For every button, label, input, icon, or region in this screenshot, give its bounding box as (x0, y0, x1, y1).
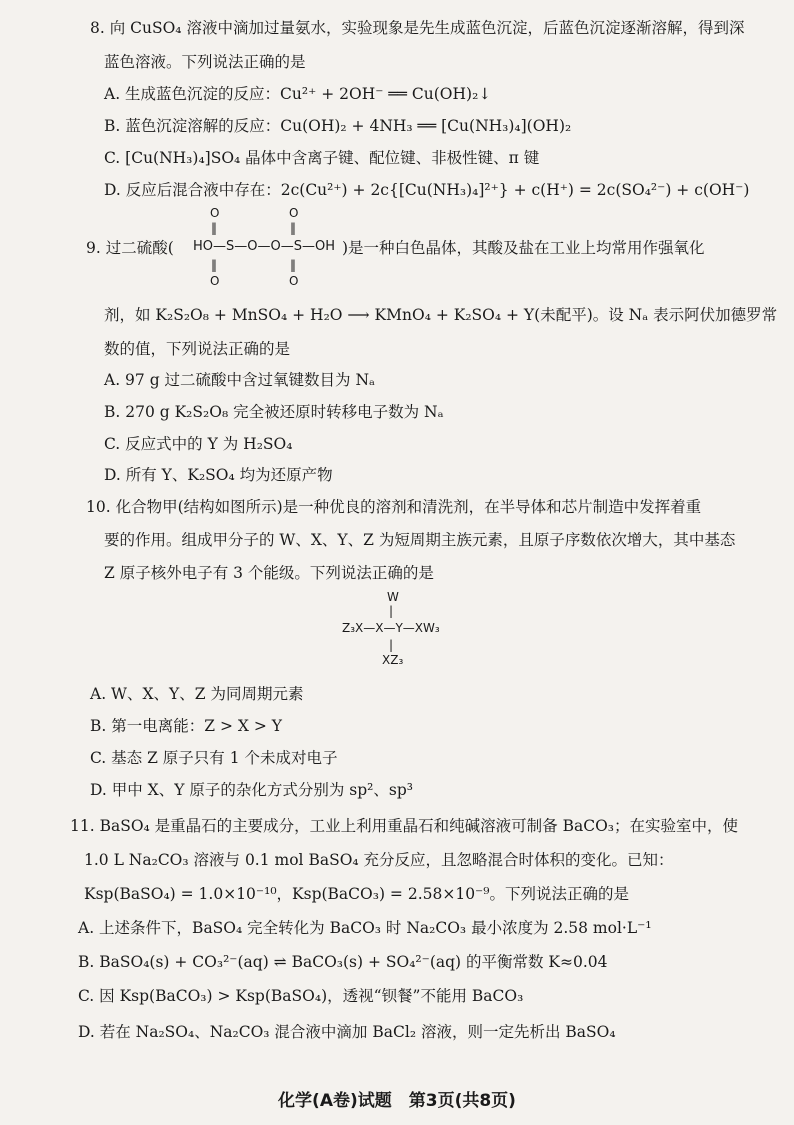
struct-o-top-left: O (210, 206, 220, 220)
q10-option-a: A. W、X、Y、Z 为同周期元素 (90, 685, 304, 703)
q11-option-d: D. 若在 Na₂SO₄、Na₂CO₃ 混合液中滴加 BaCl₂ 溶液，则一定先析出 BaSO₄ (78, 1023, 616, 1041)
struct-double-bond-bottom-left: ‖ (211, 258, 217, 272)
q9-stem-line2: 剂，如 K₂S₂O₈ + MnSO₄ + H₂O ⟶ KMnO₄ + K₂SO₄ + Y(未配平)。设 Nₐ 表示阿伏加德罗常 (104, 306, 778, 324)
q9-stem-suffix: )是一种白色晶体，其酸及盐在工业上均常用作强氧化 (342, 239, 705, 257)
q8-stem-line2: 蓝色溶液。下列说法正确的是 (104, 53, 306, 71)
q10-option-b: B. 第一电离能：Z > X > Y (90, 717, 282, 735)
struct-w-top: W (387, 590, 399, 604)
struct-xz3-bottom: XZ₃ (382, 653, 404, 667)
q8-option-c: C. [Cu(NH₃)₄]SO₄ 晶体中含离子键、配位键、非极性键、π 键 (104, 149, 540, 167)
q11-option-c: C. 因 Ksp(BaCO₃) > Ksp(BaSO₄)，透视“钡餐”不能用 BaCO₃ (78, 987, 524, 1005)
q11-stem-line1: 11. BaSO₄ 是重晶石的主要成分，工业上利用重晶石和纯碱溶液可制备 BaCO₃；在实验室中，使 (70, 817, 739, 835)
q8-option-a: A. 生成蓝色沉淀的反应：Cu²⁺ + 2OH⁻ ══ Cu(OH)₂↓ (104, 85, 492, 103)
q9-option-c: C. 反应式中的 Y 为 H₂SO₄ (104, 435, 293, 453)
struct-bond-down: | (389, 638, 394, 652)
q11-stem-line2: 1.0 L Na₂CO₃ 溶液与 0.1 mol BaSO₄ 充分反应，且忽略混合时体积的变化。已知： (84, 851, 674, 869)
struct-bond-up: | (389, 604, 394, 618)
struct-double-bond-top-left: ‖ (211, 221, 217, 235)
struct-double-bond-bottom-right: ‖ (290, 258, 296, 272)
struct-main-chain: HO—S—O—O—S—OH (193, 239, 335, 254)
q10-stem-line3: Z 原子核外电子有 3 个能级。下列说法正确的是 (104, 564, 434, 582)
struct-o-bottom-right: O (289, 274, 299, 288)
q8-option-d: D. 反应后混合液中存在：2c(Cu²⁺) + 2c{[Cu(NH₃)₄]²⁺} + c(H⁺) = 2c(SO₄²⁻) + c(OH⁻) (104, 181, 750, 199)
struct-o-top-right: O (289, 206, 299, 220)
peroxydisulfuric-acid-structure (193, 206, 333, 292)
q11-option-a: A. 上述条件下，BaSO₄ 完全转化为 BaCO₃ 时 Na₂CO₃ 最小浓度为 2.58 mol·L⁻¹ (78, 919, 652, 937)
q10-stem-line1: 10. 化合物甲(结构如图所示)是一种优良的溶剂和清洗剂，在半导体和芯片制造中发挥着重 (86, 498, 702, 516)
q9-stem-line3: 数的值，下列说法正确的是 (104, 340, 291, 358)
q8-option-b: B. 蓝色沉淀溶解的反应：Cu(OH)₂ + 4NH₃ ══ [Cu(NH₃)₄](OH)₂ (104, 117, 572, 135)
struct-main-chain-10: Z₃X—X—Y—XW₃ (342, 621, 440, 635)
q10-option-d: D. 甲中 X、Y 原子的杂化方式分别为 sp²、sp³ (90, 781, 413, 799)
struct-double-bond-top-right: ‖ (290, 221, 296, 235)
q11-option-b: B. BaSO₄(s) + CO₃²⁻(aq) ⇌ BaCO₃(s) + SO₄²⁻(aq) 的平衡常数 K≈0.04 (78, 953, 608, 971)
q9-option-b: B. 270 g K₂S₂O₈ 完全被还原时转移电子数为 Nₐ (104, 403, 444, 421)
q11-stem-line3: Ksp(BaSO₄) = 1.0×10⁻¹⁰，Ksp(BaCO₃) = 2.58×10⁻⁹。下列说法正确的是 (84, 885, 629, 903)
struct-o-bottom-left: O (210, 274, 220, 288)
q10-option-c: C. 基态 Z 原子只有 1 个未成对电子 (90, 749, 338, 767)
q10-stem-line2: 要的作用。组成甲分子的 W、X、Y、Z 为短周期主族元素，且原子序数依次增大，其中基态 (104, 531, 736, 549)
q9-option-a: A. 97 g 过二硫酸中含过氧键数目为 Nₐ (104, 371, 376, 389)
q8-stem-line1: 8. 向 CuSO₄ 溶液中滴加过量氨水，实验现象是先生成蓝色沉淀，后蓝色沉淀逐渐溶解，得到深 (90, 19, 745, 37)
q9-option-d: D. 所有 Y、K₂SO₄ 均为还原产物 (104, 466, 333, 484)
compound-structure (342, 590, 482, 670)
q9-stem-prefix: 9. 过二硫酸( (86, 239, 174, 257)
page-footer: 化学(A卷)试题 第3页(共8页) (278, 1091, 516, 1111)
